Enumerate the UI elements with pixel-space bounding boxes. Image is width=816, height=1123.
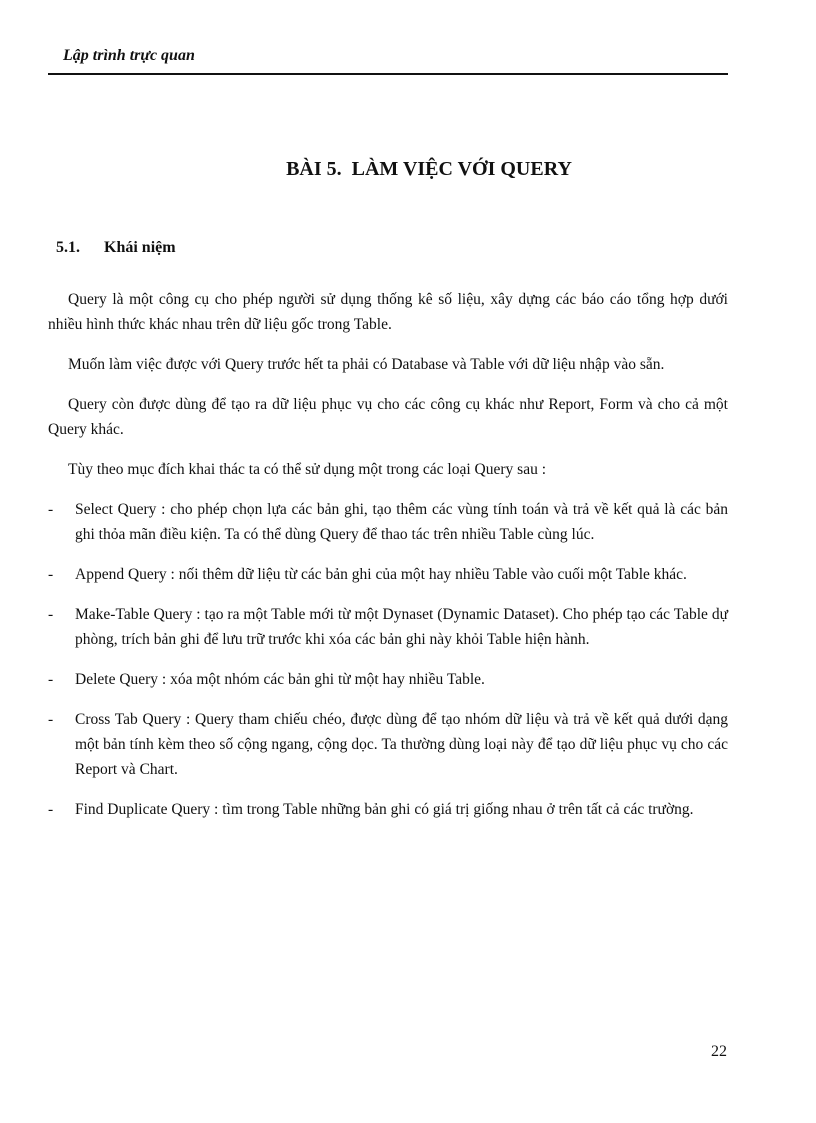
list-item-text: Select Query : cho phép chọn lựa các bản ghi, tạo thêm các vùng tính toán và trả về kết quả là các bản ghi thỏa mãn điều kiện. Ta có thể dùng Query để thao tác trên nhiều Table cùng lúc. xyxy=(75,501,728,543)
dash-bullet: - xyxy=(48,801,54,818)
list-item-select-query xyxy=(48,497,728,547)
section-heading xyxy=(56,238,176,258)
list-item-cross-tab-query xyxy=(48,707,728,782)
list-item-text: Append Query : nối thêm dữ liệu từ các bản ghi của một hay nhiều Table vào cuối một Table khác. xyxy=(75,566,687,583)
list-item-delete-query xyxy=(48,667,728,692)
dash-bullet: - xyxy=(48,711,54,728)
paragraph-query-types-intro: Tùy theo mục đích khai thác ta có thể sử dụng một trong các loại Query sau : xyxy=(68,461,547,478)
list-item-find-duplicate-query xyxy=(48,797,728,822)
list-item-text: Make-Table Query : tạo ra một Table mới từ một Dynaset (Dynamic Dataset). Cho phép tạo các Table dự phòng, trích bản ghi để lưu trữ trước khi xóa các bản ghi này khỏi Table hiện hành. xyxy=(75,606,728,648)
paragraph-definition: Query là một công cụ cho phép người sử dụng thống kê số liệu, xây dựng các báo cáo tổng hợp dưới nhiều hình thức khác nhau trên dữ liệu gốc trong Table. xyxy=(48,291,728,333)
list-item-text: Find Duplicate Query : tìm trong Table những bản ghi có giá trị giống nhau ở trên tất cả các trường. xyxy=(75,801,694,818)
section-title: Khái niệm xyxy=(104,239,176,256)
body-text xyxy=(48,287,728,837)
page-number: 22 xyxy=(711,1043,727,1060)
running-header-title: Lập trình trực quan xyxy=(63,47,195,64)
list-item-text: Cross Tab Query : Query tham chiếu chéo, được dùng để tạo nhóm dữ liệu và trả về kết quả dưới dạng một bản tính kèm theo số cộng ngang, cộng dọc. Ta thường dùng loại này để tạo dữ liệu phục vụ cho các Report và Chart. xyxy=(75,711,728,778)
header-divider xyxy=(48,73,728,75)
list-item-append-query xyxy=(48,562,728,587)
list-item-text: Delete Query : xóa một nhóm các bản ghi từ một hay nhiều Table. xyxy=(75,671,485,688)
paragraph-usage: Query còn được dùng để tạo ra dữ liệu phục vụ cho các công cụ khác như Report, Form và cho cả một Query khác. xyxy=(48,396,728,438)
dash-bullet: - xyxy=(48,606,54,623)
dash-bullet: - xyxy=(48,671,54,688)
dash-bullet: - xyxy=(48,566,54,583)
paragraph-prerequisite: Muốn làm việc được với Query trước hết ta phải có Database và Table với dữ liệu nhập vào sẵn. xyxy=(68,356,665,373)
dash-bullet: - xyxy=(48,501,54,518)
query-types-list xyxy=(48,497,728,822)
chapter-title: BÀI 5. LÀM VIỆC VỚI QUERY xyxy=(286,158,572,180)
list-item-make-table-query xyxy=(48,602,728,652)
section-number: 5.1. xyxy=(56,239,80,256)
